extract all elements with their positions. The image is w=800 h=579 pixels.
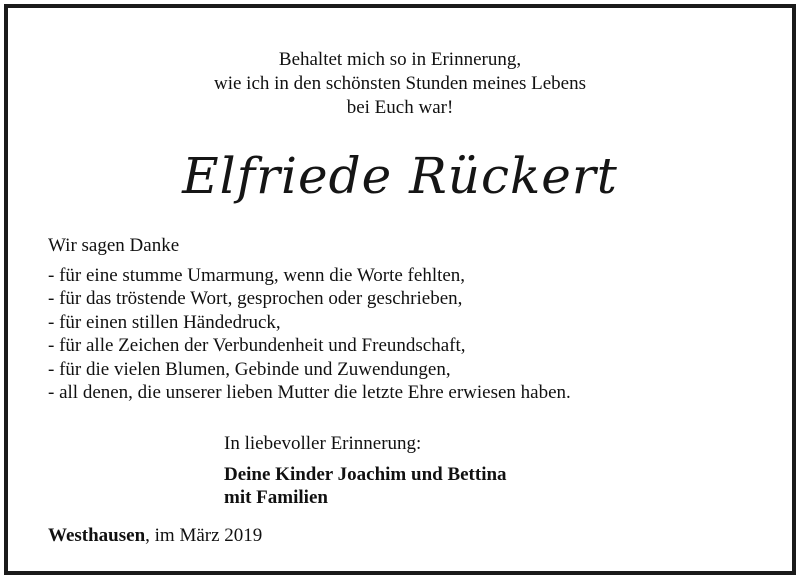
quote-line: wie ich in den schönsten Stunden meines Lebens [213, 73, 586, 94]
thanks-item: - für das tröstende Wort, gesprochen oder geschrieben, [48, 288, 463, 309]
notice-date: , im März 2019 [145, 525, 263, 546]
thanks-list [48, 264, 768, 405]
place-date-line [48, 524, 262, 548]
place-name: Westhausen [48, 525, 146, 546]
thanks-item: - für eine stumme Umarmung, wenn die Worte fehlten, [48, 264, 466, 286]
obituary-notice [4, 4, 796, 575]
signature-name-line: mit Familien [224, 487, 328, 508]
memorial-quote [8, 48, 792, 120]
thanks-item: - für einen stillen Händedruck, [48, 311, 281, 333]
signature-intro: In liebevoller Erinnerung: [224, 433, 422, 454]
deceased-name: Elfriede Rückert [182, 147, 618, 205]
thanks-section [48, 234, 768, 405]
signature-name-line: Deine Kinder Joachim und Bettina [224, 464, 507, 485]
thanks-item: - für alle Zeichen der Verbundenheit und Freundschaft, [48, 335, 466, 356]
quote-line: bei Euch war! [346, 97, 454, 118]
signature-block [224, 432, 704, 509]
signature-names [224, 463, 704, 509]
quote-line: Behaltet mich so in Erinnerung, [278, 49, 522, 70]
thanks-item: - für die vielen Blumen, Gebinde und Zuwendungen, [48, 358, 451, 380]
thanks-heading: Wir sagen Danke [48, 235, 180, 256]
thanks-item: - all denen, die unserer lieben Mutter die letzte Ehre erwiesen haben. [48, 382, 571, 403]
